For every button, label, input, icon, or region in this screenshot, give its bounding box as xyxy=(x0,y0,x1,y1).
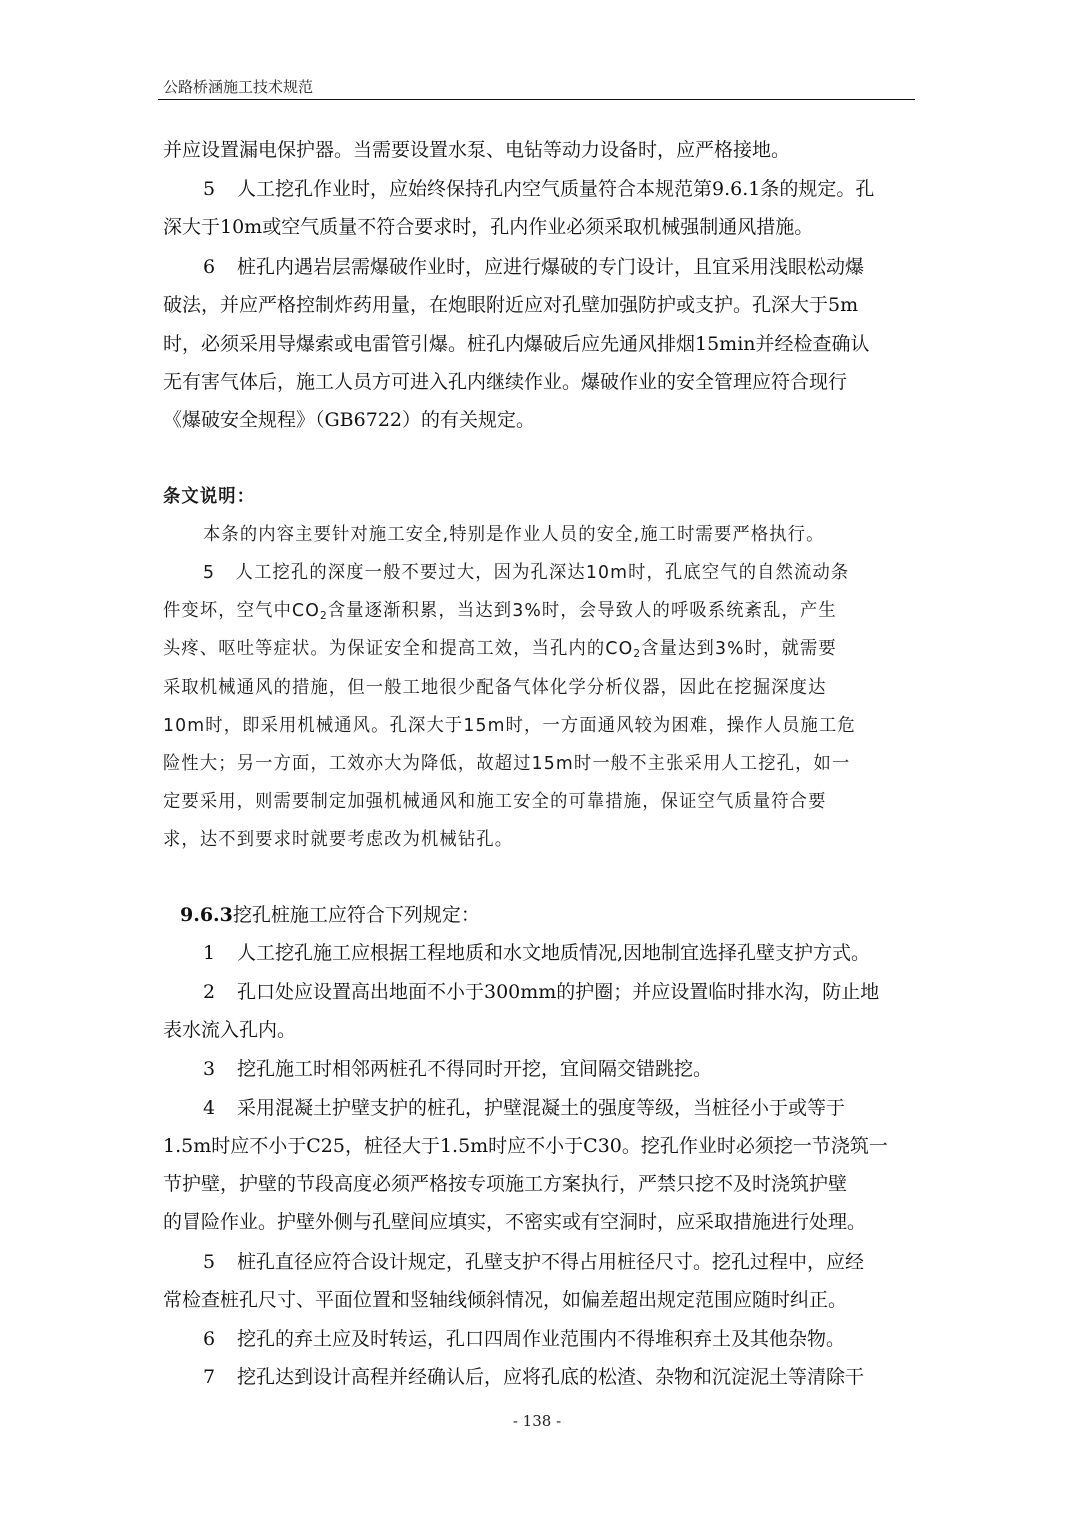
clause-item-4 xyxy=(203,1096,845,1120)
clause-item-7 xyxy=(203,1365,864,1389)
text-segment: 头疼、呕吐等症状。为保证安全和提高工效，当孔内的CO xyxy=(163,638,634,659)
clause-number: 5 xyxy=(203,1251,216,1273)
clause-item-6 xyxy=(203,255,864,279)
commentary-line xyxy=(163,599,837,628)
text-segment: 含量达到3%时，就需要 xyxy=(641,638,837,659)
page-number: - 138 - xyxy=(512,1412,562,1430)
body-line: 1.5m时应不小于C25，桩径大于1.5m时应不小于C30。挖孔作业时必须挖一节浇筑一 xyxy=(163,1135,888,1157)
clause-item-1 xyxy=(203,941,870,965)
body-line: 挖孔的弃土应及时转运，孔口四周作业范围内不得堆积弃土及其他杂物。 xyxy=(237,1328,846,1350)
text-segment: 含量逐渐积累，当达到3%时，会导致人的呼吸系统紊乱，产生 xyxy=(327,600,837,621)
body-line: 挖孔达到设计高程并经确认后，应将孔底的松渣、杂物和沉淀泥土等清除干 xyxy=(237,1366,865,1388)
body-line: 并应设置漏电保护器。当需要设置水泵、电钻等动力设备时，应严格接地。 xyxy=(163,139,791,161)
clause-number: 2 xyxy=(203,981,216,1003)
clause-number: 6 xyxy=(203,1328,216,1350)
body-line: 孔口处应设置高出地面不小于300mm的护圈；并应设置临时排水沟，防止地 xyxy=(237,981,880,1003)
commentary-line: 求，达不到要求时就要考虑改为机械钻孔。 xyxy=(163,829,514,850)
commentary-line: 采取机械通风的措施，但一般工地很少配备气体化学分析仪器，因此在挖掘深度达 xyxy=(163,677,827,698)
commentary-line: 10m时，即采用机械通风。孔深大于15m时，一方面通风较为困难，操作人员施工危 xyxy=(163,715,856,736)
clause-item-5 xyxy=(203,1250,864,1274)
clause-number: 1 xyxy=(203,942,216,964)
body-line: 桩孔直径应符合设计规定，孔壁支护不得占用桩径尺寸。挖孔过程中，应经 xyxy=(237,1251,865,1273)
section-number: 9.6.3 xyxy=(180,904,233,926)
body-line: 人工挖孔作业时，应始终保持孔内空气质量符合本规范第9.6.1条的规定。孔 xyxy=(237,178,875,200)
clause-number: 5 xyxy=(203,562,216,583)
clause-item-5 xyxy=(203,177,874,201)
body-line: 挖孔施工时相邻两桩孔不得同时开挖，宜间隔交错跳挖。 xyxy=(237,1058,713,1080)
clause-number: 5 xyxy=(203,178,216,200)
body-line: 《爆破安全规程》（GB6722）的有关规定。 xyxy=(163,409,535,431)
body-line: 时，必须采用导爆索或电雷管引爆。桩孔内爆破后应先通风排烟15min并经检查确认 xyxy=(163,333,870,355)
body-line: 无有害气体后，施工人员方可进入孔内继续作业。爆破作业的安全管理应符合现行 xyxy=(163,371,848,393)
commentary-line: 本条的内容主要针对施工安全,特别是作业人员的安全,施工时需要严格执行。 xyxy=(203,524,825,545)
clause-item-6 xyxy=(203,1327,845,1351)
commentary-line: 定要采用，则需要制定加强机械通风和施工安全的可靠措施，保证空气质量符合要 xyxy=(163,791,827,812)
clause-item-3 xyxy=(203,1057,712,1081)
commentary-line: 人工挖孔的深度一般不要过大，因为孔深达10m时，孔底空气的自然流动条 xyxy=(235,562,850,583)
clause-number: 7 xyxy=(203,1366,216,1388)
clause-number: 3 xyxy=(203,1058,216,1080)
body-line: 桩孔内遇岩层需爆破作业时，应进行爆破的专门设计，且宜采用浅眼松动爆 xyxy=(237,256,865,278)
commentary-item-5 xyxy=(203,561,849,585)
body-line: 节护壁，护壁的节段高度必须严格按专项施工方案执行，严禁只挖不及时浇筑护壁 xyxy=(163,1173,848,1195)
commentary-line: 险性大；另一方面，工效亦大为降低，故超过15m时一般不主张采用人工挖孔，如一 xyxy=(163,753,851,774)
subscript: 2 xyxy=(633,647,642,660)
header-divider xyxy=(158,99,915,100)
body-line: 破法，并应严格控制炸药用量，在炮眼附近应对孔壁加强防护或支护。孔深大于5m xyxy=(163,294,859,316)
text-segment: 件变坏，空气中CO xyxy=(163,600,321,621)
body-line: 的冒险作业。护壁外侧与孔壁间应填实，不密实或有空洞时，应采取措施进行处理。 xyxy=(163,1211,867,1233)
body-line: 人工挖孔施工应根据工程地质和水文地质情况,因地制宜选择孔壁支护方式。 xyxy=(237,942,871,964)
section-title: 挖孔桩施工应符合下列规定： xyxy=(232,904,480,926)
commentary-title: 条文说明： xyxy=(163,486,256,507)
commentary-line xyxy=(163,637,837,666)
clause-number: 6 xyxy=(203,256,216,278)
body-line: 常检查桩孔尺寸、平面位置和竖轴线倾斜情况，如偏差超出规定范围应随时纠正。 xyxy=(163,1289,848,1311)
running-header: 公路桥涵施工技术规范 xyxy=(163,78,314,96)
body-line: 深大于10m或空气质量不符合要求时，孔内作业必须采取机械强制通风措施。 xyxy=(163,216,814,238)
section-heading xyxy=(180,903,480,927)
body-line: 采用混凝土护壁支护的桩孔，护壁混凝土的强度等级，当桩径小于或等于 xyxy=(237,1097,846,1119)
clause-item-2 xyxy=(203,980,879,1004)
subscript: 2 xyxy=(320,609,328,622)
body-line: 表水流入孔内。 xyxy=(163,1019,297,1041)
clause-number: 4 xyxy=(203,1097,216,1119)
